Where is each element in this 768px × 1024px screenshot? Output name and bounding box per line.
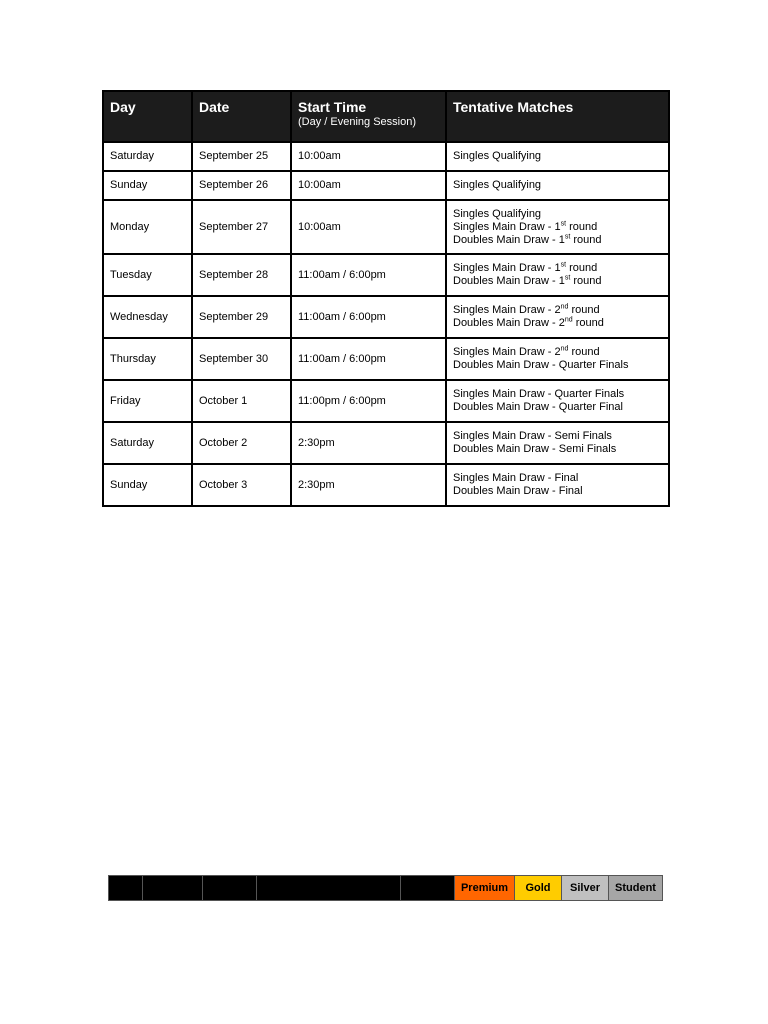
cell-date: September 25	[192, 142, 291, 171]
cell-matches	[446, 200, 669, 254]
legend-tier-gold: Gold	[515, 876, 562, 900]
ordinal-suffix: st	[560, 261, 567, 269]
header-day: Day	[103, 91, 192, 142]
match-line: Singles Qualifying	[453, 207, 542, 220]
match-text: Doubles Main Draw - 2	[453, 317, 565, 329]
cell-date: September 30	[192, 338, 291, 380]
cell-start-time: 10:00am	[291, 142, 446, 171]
match-line: Singles Qualifying	[453, 150, 542, 162]
cell-date: September 29	[192, 296, 291, 338]
header-start-time-label: Start Time	[298, 99, 367, 115]
header-date: Date	[192, 91, 291, 142]
ordinal-suffix: st	[564, 232, 571, 240]
table-header-row	[103, 91, 669, 142]
cell-date: September 26	[192, 171, 291, 200]
schedule-body	[103, 142, 669, 506]
cell-start-time: 2:30pm	[291, 464, 446, 506]
cell-matches	[446, 422, 669, 464]
cell-start-time: 2:30pm	[291, 422, 446, 464]
ordinal-suffix: nd	[560, 345, 569, 353]
legend-tier-premium: Premium	[455, 876, 515, 900]
legend-blank-cell	[143, 876, 203, 900]
cell-day: Saturday	[103, 422, 192, 464]
cell-day: Sunday	[103, 464, 192, 506]
cell-day: Friday	[103, 380, 192, 422]
cell-matches	[446, 464, 669, 506]
cell-start-time: 11:00am / 6:00pm	[291, 254, 446, 296]
cell-date: September 27	[192, 200, 291, 254]
header-start-time-subtitle: (Day / Evening Session)	[298, 116, 416, 128]
match-line	[453, 346, 662, 359]
cell-start-time: 11:00pm / 6:00pm	[291, 380, 446, 422]
cell-matches	[446, 296, 669, 338]
cell-matches	[446, 142, 669, 171]
ordinal-suffix: st	[560, 219, 567, 227]
cell-matches	[446, 254, 669, 296]
match-text: round	[570, 233, 602, 246]
match-line	[453, 262, 662, 275]
cell-date: October 1	[192, 380, 291, 422]
cell-start-time: 10:00am	[291, 171, 446, 200]
cell-matches	[446, 171, 669, 200]
cell-day: Thursday	[103, 338, 192, 380]
legend-tier-silver: Silver	[562, 876, 609, 900]
match-text: Singles Main Draw - 2	[453, 346, 561, 358]
match-line	[453, 317, 662, 330]
cell-date: October 2	[192, 422, 291, 464]
cell-start-time: 11:00am / 6:00pm	[291, 338, 446, 380]
table-row	[103, 464, 669, 506]
match-text: Singles Main Draw - 2	[453, 304, 561, 316]
cell-day: Wednesday	[103, 296, 192, 338]
cell-day: Monday	[103, 200, 192, 254]
table-row	[103, 142, 669, 171]
legend-blank-cell	[203, 876, 257, 900]
cell-day: Tuesday	[103, 254, 192, 296]
legend-blank-cell	[257, 876, 401, 900]
table-row	[103, 380, 669, 422]
match-line	[453, 304, 662, 317]
schedule-table	[102, 90, 670, 507]
cell-matches	[446, 380, 669, 422]
match-line: Doubles Main Draw - Quarter Finals	[453, 359, 629, 371]
match-text: round	[566, 262, 598, 274]
ticket-tier-legend	[108, 875, 663, 901]
match-line: Doubles Main Draw - Quarter Final	[453, 401, 623, 413]
match-text: Singles Main Draw - 1	[453, 262, 561, 274]
cell-date: October 3	[192, 464, 291, 506]
table-row	[103, 422, 669, 464]
match-text: Singles Main Draw - 1	[453, 220, 561, 233]
table-row	[103, 171, 669, 200]
match-text: round	[572, 317, 604, 329]
cell-date: September 28	[192, 254, 291, 296]
cell-start-time: 11:00am / 6:00pm	[291, 296, 446, 338]
cell-day: Sunday	[103, 171, 192, 200]
match-line	[453, 234, 662, 247]
ordinal-suffix: nd	[564, 316, 573, 324]
ordinal-suffix: st	[564, 274, 571, 282]
match-line: Doubles Main Draw - Semi Finals	[453, 443, 617, 455]
header-start-time	[291, 91, 446, 142]
table-row	[103, 200, 669, 254]
match-text: round	[570, 275, 602, 287]
match-line: Singles Main Draw - Semi Finals	[453, 430, 612, 442]
table-row	[103, 254, 669, 296]
match-line: Singles Qualifying	[453, 179, 542, 191]
header-tentative-matches: Tentative Matches	[446, 91, 669, 142]
match-line: Singles Main Draw - Quarter Finals	[453, 388, 625, 400]
cell-matches	[446, 338, 669, 380]
legend-blank-cell	[401, 876, 455, 900]
match-text: round	[568, 346, 600, 358]
match-text: round	[566, 220, 598, 233]
table-row	[103, 338, 669, 380]
cell-start-time: 10:00am	[291, 200, 446, 254]
match-line	[453, 221, 662, 234]
match-text: Doubles Main Draw - 1	[453, 275, 565, 287]
match-line	[453, 275, 662, 288]
legend-tier-student: Student	[609, 876, 663, 900]
cell-day: Saturday	[103, 142, 192, 171]
match-line: Singles Main Draw - Final	[453, 472, 579, 484]
legend-blank-cell	[108, 876, 143, 900]
ordinal-suffix: nd	[560, 303, 569, 311]
match-line: Doubles Main Draw - Final	[453, 485, 583, 497]
match-text: Doubles Main Draw - 1	[453, 233, 565, 246]
match-text: round	[568, 304, 600, 316]
table-row	[103, 296, 669, 338]
